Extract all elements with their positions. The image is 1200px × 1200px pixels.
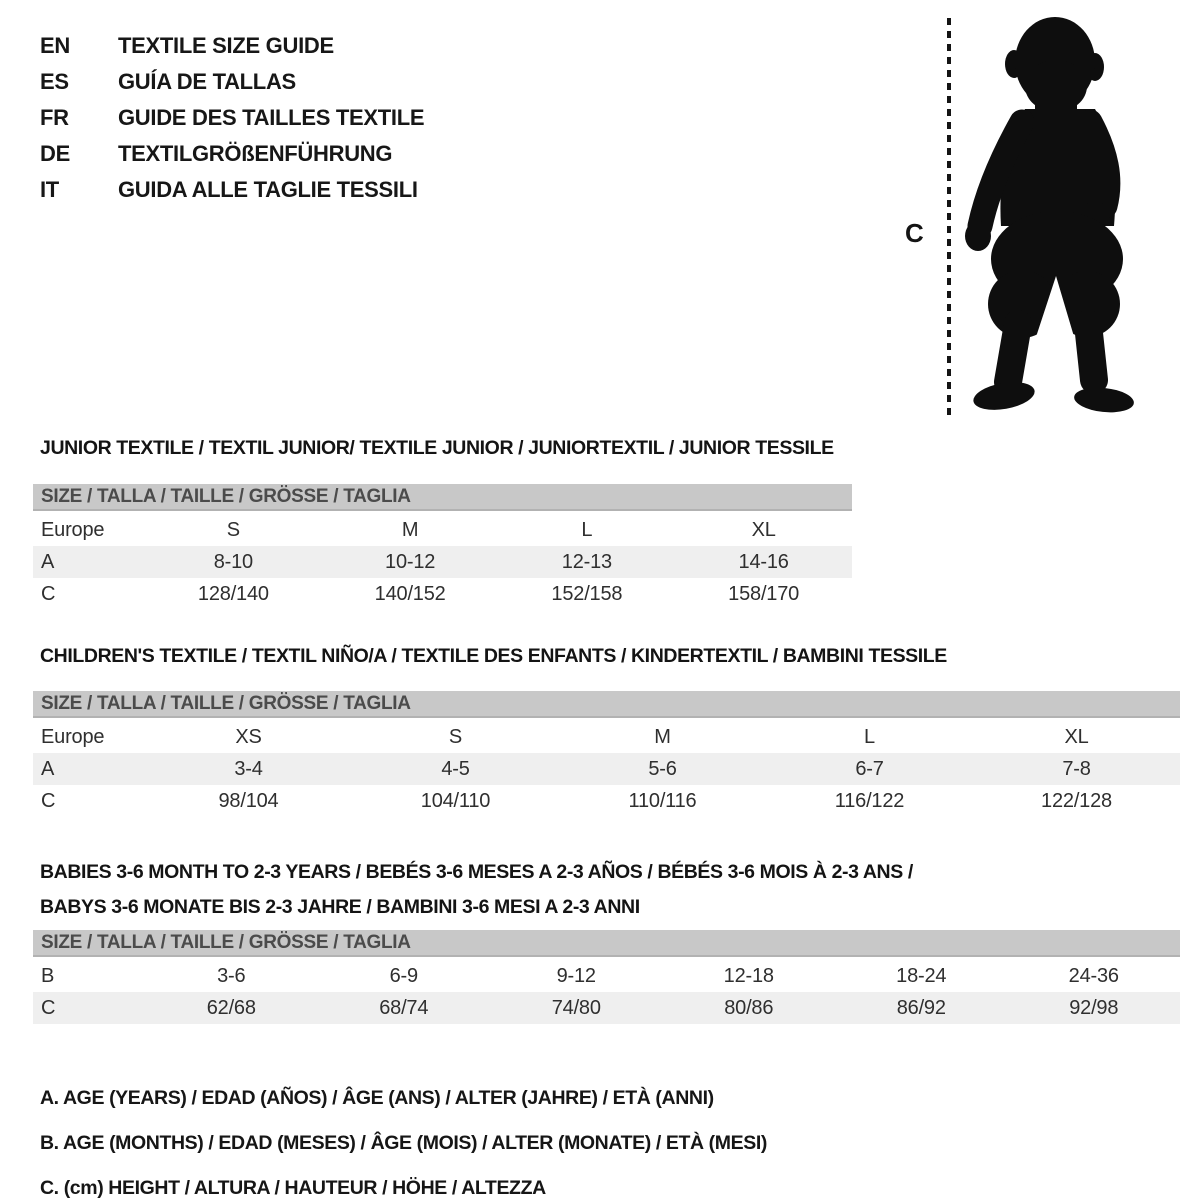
size-row-height xyxy=(33,785,1180,817)
size-cell: 68/74 xyxy=(379,997,429,1019)
language-title: GUÍA DE TALLAS xyxy=(118,69,296,94)
size-row-age-years xyxy=(33,753,1180,785)
language-code: FR xyxy=(40,105,69,130)
language-row-es xyxy=(40,64,424,100)
size-cell: 8-10 xyxy=(213,551,253,573)
size-cell: XL xyxy=(1064,726,1089,748)
size-cell: S xyxy=(448,726,463,748)
size-cell: 86/92 xyxy=(896,997,946,1019)
size-cell: M xyxy=(654,726,671,748)
size-cell: S xyxy=(226,519,240,541)
size-header-bar: SIZE / TALLA / TAILLE / GRÖSSE / TAGLIA xyxy=(33,484,852,511)
language-code: ES xyxy=(40,69,69,94)
junior-textile-section xyxy=(33,437,852,610)
size-cell: 80/86 xyxy=(724,997,774,1019)
language-list xyxy=(40,28,424,208)
size-header-bar: SIZE / TALLA / TAILLE / GRÖSSE / TAGLIA xyxy=(33,930,1180,957)
row-label: C xyxy=(41,997,56,1019)
row-label: A xyxy=(41,758,55,780)
language-title: TEXTILGRÖßENFÜHRUNG xyxy=(118,141,393,166)
section-title: BABIES 3-6 MONTH TO 2-3 YEARS / BEBÉS 3-6 MESES A 2-3 AÑOS / BÉBÉS 3-6 MOIS À 2-3 ANS / xyxy=(40,861,913,883)
row-label: C xyxy=(41,790,56,812)
size-cell: XS xyxy=(235,726,262,748)
section-title: JUNIOR TEXTILE / TEXTIL JUNIOR/ TEXTILE JUNIOR / JUNIORTEXTIL / JUNIOR TESSILE xyxy=(40,437,834,459)
size-row-europe xyxy=(33,721,1180,753)
size-cell: 110/116 xyxy=(628,790,697,812)
size-cell: 24-36 xyxy=(1068,965,1119,987)
size-cell: 152/158 xyxy=(551,583,623,605)
size-cell: L xyxy=(864,726,875,748)
size-cell: 140/152 xyxy=(374,583,446,605)
size-cell: 12-18 xyxy=(723,965,774,987)
size-cell: 74/80 xyxy=(551,997,601,1019)
size-cell: 18-24 xyxy=(896,965,947,987)
size-cell: L xyxy=(581,519,593,541)
size-cell: 104/110 xyxy=(420,790,491,812)
row-label: Europe xyxy=(41,726,105,748)
size-cell: 7-8 xyxy=(1062,758,1091,780)
language-code: IT xyxy=(40,177,59,202)
size-cell: 62/68 xyxy=(206,997,256,1019)
height-measure-line xyxy=(947,18,951,417)
size-header-bar: SIZE / TALLA / TAILLE / GRÖSSE / TAGLIA xyxy=(33,691,1180,718)
size-cell: 5-6 xyxy=(648,758,677,780)
size-row-age-years xyxy=(33,546,852,578)
babies-textile-section xyxy=(33,855,1180,1024)
section-title-line2: BABYS 3-6 MONATE BIS 2-3 JAHRE / BAMBINI 3-6 MESI A 2-3 ANNI xyxy=(40,896,640,918)
size-cell: XL xyxy=(751,519,776,541)
legend-line-c: C. (cm) HEIGHT / ALTURA / HAUTEUR / HÖHE / ALTEZZA xyxy=(40,1177,546,1199)
language-code: DE xyxy=(40,141,70,166)
size-cell: 92/98 xyxy=(1069,997,1119,1019)
row-label: B xyxy=(41,965,55,987)
size-row-age-months xyxy=(33,960,1180,992)
size-cell: 6-7 xyxy=(855,758,884,780)
size-cell: 122/128 xyxy=(1041,790,1112,812)
language-row-fr xyxy=(40,100,424,136)
size-row-height xyxy=(33,992,1180,1024)
size-cell: 3-4 xyxy=(234,758,263,780)
baby-silhouette xyxy=(962,14,1140,418)
size-cell: 158/170 xyxy=(728,583,800,605)
height-measure-label: C xyxy=(905,218,924,248)
row-label: Europe xyxy=(41,519,105,541)
size-row-europe xyxy=(33,514,852,546)
size-cell: 128/140 xyxy=(197,583,269,605)
language-row-de xyxy=(40,136,424,172)
language-row-en xyxy=(40,28,424,64)
language-title: TEXTILE SIZE GUIDE xyxy=(118,33,334,58)
row-label: C xyxy=(41,583,56,605)
section-title: CHILDREN'S TEXTILE / TEXTIL NIÑO/A / TEXTILE DES ENFANTS / KINDERTEXTIL / BAMBINI TESSILE xyxy=(40,645,947,667)
size-cell: 9-12 xyxy=(556,965,596,987)
size-row-height xyxy=(33,578,852,610)
childrens-textile-section xyxy=(33,645,1180,817)
size-cell: 12-13 xyxy=(561,551,612,573)
legend-line-b: B. AGE (MONTHS) / EDAD (MESES) / ÂGE (MOIS) / ALTER (MONATE) / ETÀ (MESI) xyxy=(40,1132,767,1154)
language-title: GUIDA ALLE TAGLIE TESSILI xyxy=(118,177,418,202)
size-cell: 10-12 xyxy=(385,551,436,573)
size-cell: 4-5 xyxy=(441,758,470,780)
language-row-it xyxy=(40,172,424,208)
row-label: A xyxy=(41,551,55,573)
size-cell: 116/122 xyxy=(834,790,905,812)
size-cell: M xyxy=(401,519,419,541)
legend-line-a: A. AGE (YEARS) / EDAD (AÑOS) / ÂGE (ANS) / ALTER (JAHRE) / ETÀ (ANNI) xyxy=(40,1087,714,1109)
language-code: EN xyxy=(40,33,70,58)
language-title: GUIDE DES TAILLES TEXTILE xyxy=(118,105,425,130)
legend xyxy=(40,1076,767,1200)
size-cell: 6-9 xyxy=(389,965,418,987)
size-cell: 14-16 xyxy=(738,551,789,573)
size-cell: 98/104 xyxy=(218,790,279,812)
size-cell: 3-6 xyxy=(217,965,246,987)
